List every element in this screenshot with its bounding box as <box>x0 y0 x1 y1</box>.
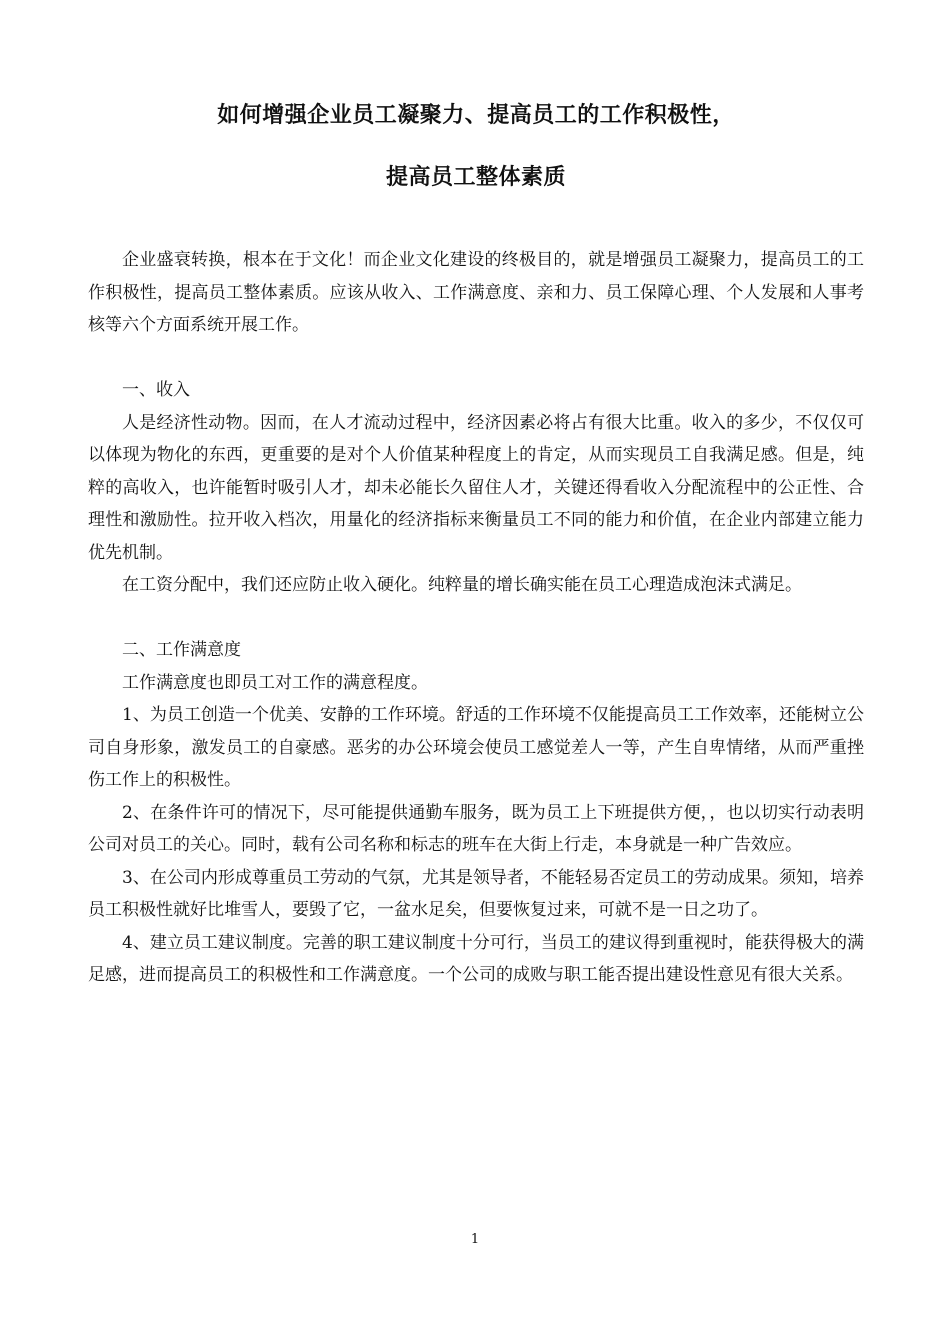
income-paragraph-1: 人是经济性动物。因而，在人才流动过程中，经济因素必将占有很大比重。收入的多少，不仅仅可以体现为物化的东西，更重要的是对个人价值某种程度上的肯定，从而实现员工自我满足感。但是，纯粹的高收入，也许能暂时吸引人才，却未必能长久留住人才，关键还得看收入分配流程中的公正性、合理性和激励性。拉开收入档次，用量化的经济指标来衡量员工不同的能力和价值，在企业内部建立能力优先机制。 <box>88 412 864 563</box>
document-title-line-1: 如何增强企业员工凝聚力、提高员工的工作积极性， <box>217 102 735 128</box>
income-paragraph-2: 在工资分配中，我们还应防止收入硬化。纯粹量的增长确实能在员工心理造成泡沫式满足。 <box>122 575 802 595</box>
satisfaction-paragraph-1: 工作满意度也即员工对工作的满意程度。 <box>122 672 428 693</box>
document-body <box>88 244 864 992</box>
section-heading-income: 一、收入 <box>122 380 190 400</box>
page-number: 1 <box>470 1232 480 1247</box>
satisfaction-paragraph-4: 3、在公司内形成尊重员工劳动的气氛，尤其是领导者，不能轻易否定员工的劳动成果。须知，培养员工积极性就好比堆雪人，要毁了它，一盆水足矣，但要恢复过来，可就不是一日之功了。 <box>88 867 864 920</box>
section-heading-satisfaction: 二、工作满意度 <box>122 640 241 660</box>
document-title-line-2: 提高员工整体素质 <box>385 164 566 190</box>
satisfaction-paragraph-3: 2、在条件许可的情况下，尽可能提供通勤车服务，既为员工上下班提供方便，，也以切实行动表明公司对员工的关心。同时，载有公司名称和标志的班车在大街上行走，本身就是一种广告效应。 <box>88 802 864 855</box>
satisfaction-paragraph-2: 1、为员工创造一个优美、安静的工作环境。舒适的工作环境不仅能提高员工工作效率，还能树立公司自身形象，激发员工的自豪感。恶劣的办公环境会使员工感觉差人一等，产生自卑情绪，从而严重挫伤工作上的积极性。 <box>88 705 864 790</box>
paragraph-gap <box>88 602 864 635</box>
paragraph-gap <box>88 342 864 375</box>
satisfaction-paragraph-5: 4、建立员工建议制度。完善的职工建议制度十分可行，当员工的建议得到重视时，能获得极大的满足感，进而提高员工的积极性和工作满意度。一个公司的成败与职工能否提出建设性意见有很大关系。 <box>88 932 864 985</box>
intro-paragraph: 企业盛衰转换，根本在于文化！而企业文化建设的终极目的，就是增强员工凝聚力，提高员工的工作积极性，提高员工整体素质。应该从收入、工作满意度、亲和力、员工保障心理、个人发展和人事考核等六个方面系统开展工作。 <box>88 250 864 335</box>
